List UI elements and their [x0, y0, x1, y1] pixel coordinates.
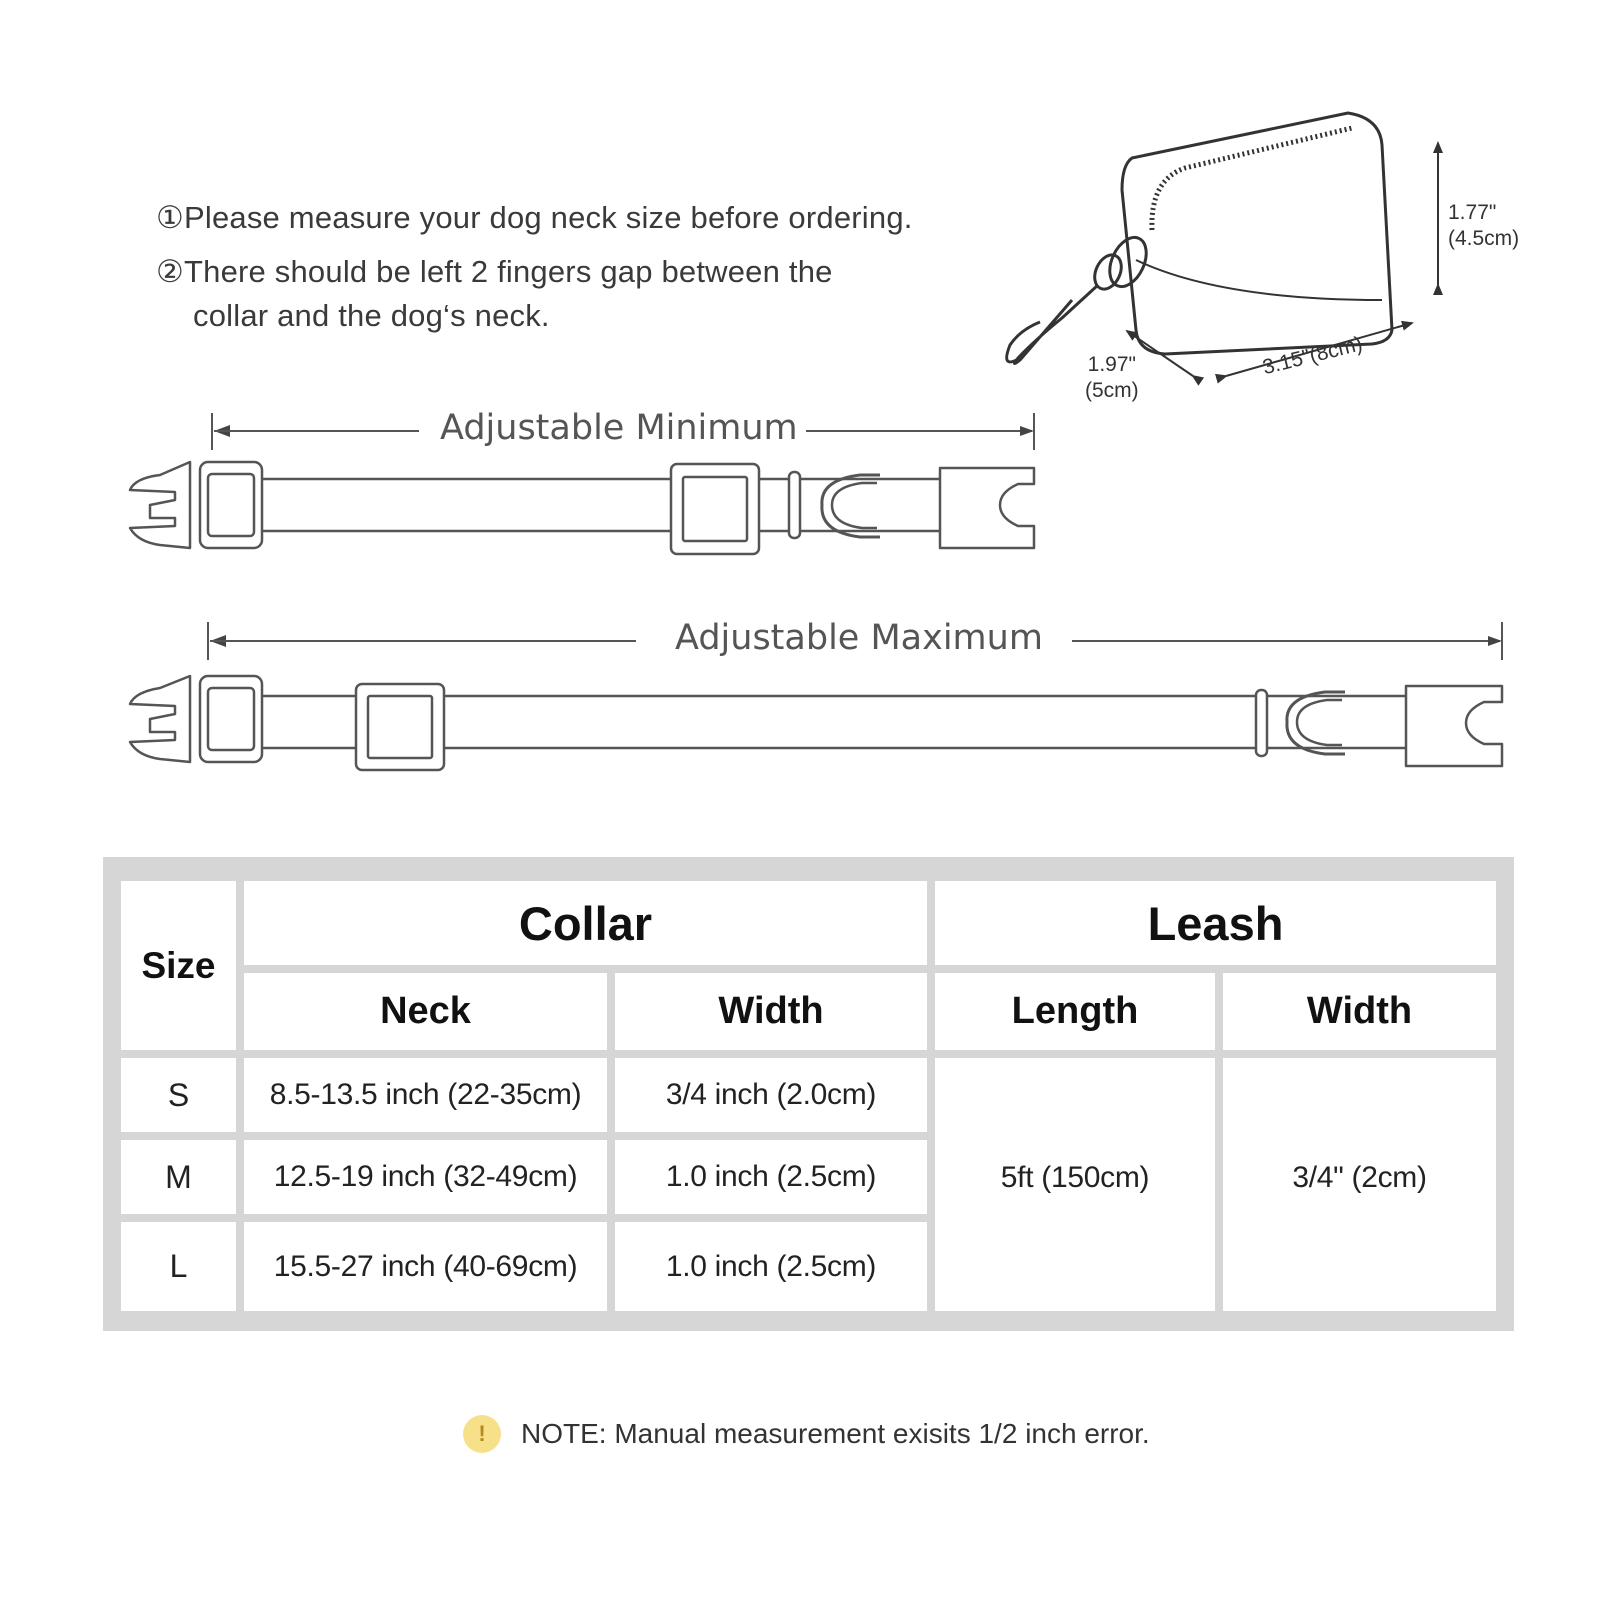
row-s-width: 3/4 inch (2.0cm): [615, 1058, 927, 1132]
leash-length-value: 5ft (150cm): [935, 1058, 1215, 1311]
row-l-width: 1.0 inch (2.5cm): [615, 1222, 927, 1311]
adjustable-maximum-label: Adjustable Maximum: [675, 618, 1043, 658]
instruction-1-text: Please measure your dog neck size before ordering.: [184, 200, 913, 235]
neck-header: Neck: [244, 973, 607, 1050]
collar-width-header: Width: [615, 973, 927, 1050]
size-header: Size: [121, 881, 236, 1050]
adjustable-minimum-label: Adjustable Minimum: [440, 408, 798, 448]
row-l-size: L: [121, 1222, 236, 1311]
pouch-length-label: 3.15"(8cm): [1260, 332, 1365, 380]
length-header: Length: [935, 973, 1215, 1050]
max-collar-drawing: [130, 676, 1502, 770]
pouch-depth-cm: (5cm): [1085, 379, 1139, 402]
row-s-neck: 8.5-13.5 inch (22-35cm): [244, 1058, 607, 1132]
pouch-drawing: [1007, 113, 1392, 364]
row-m-size: M: [121, 1140, 236, 1214]
instruction-2-continued: collar and the dog‘s neck.: [193, 298, 550, 333]
size-table: [103, 857, 1514, 1331]
instruction-2-number: ②: [156, 254, 184, 289]
row-m-neck: 12.5-19 inch (32-49cm): [244, 1140, 607, 1214]
row-m-width: 1.0 inch (2.5cm): [615, 1140, 927, 1214]
instruction-2-text: There should be left 2 fingers gap between the: [184, 254, 833, 289]
warning-icon: !: [463, 1415, 501, 1453]
note: [463, 1414, 1150, 1454]
pouch-depth-in: 1.97": [1087, 353, 1136, 376]
leash-width-header: Width: [1223, 973, 1496, 1050]
note-text: NOTE: Manual measurement exisits 1/2 inch error.: [521, 1418, 1150, 1449]
row-l-neck: 15.5-27 inch (40-69cm): [244, 1222, 607, 1311]
leash-header: Leash: [935, 881, 1496, 965]
collar-header: Collar: [244, 881, 927, 965]
min-collar-drawing: [130, 462, 1034, 554]
pouch-height-label: [1448, 200, 1519, 252]
pouch-depth-label: [1085, 352, 1139, 404]
pouch-height-in: 1.77": [1448, 201, 1497, 224]
row-s-size: S: [121, 1058, 236, 1132]
pouch-height-cm: (4.5cm): [1448, 227, 1520, 250]
leash-width-value: 3/4" (2cm): [1223, 1058, 1496, 1311]
instruction-1-number: ①: [156, 200, 184, 235]
